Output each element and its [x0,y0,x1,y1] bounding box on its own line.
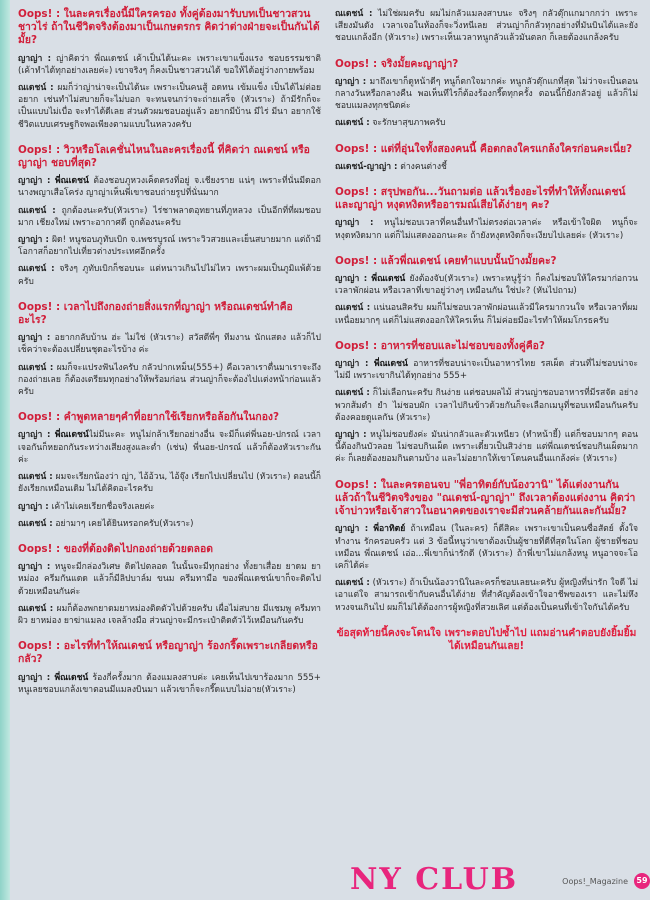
answer-text: อาหารที่ชอบน่าจะเป็นอาหารไทย รสเผ็ด ส่วนที่ไม่ชอบน่าจะไม่มี เพราะเขากินได้ทุกอย่าง 555+ [335,359,638,382]
interview-answer [18,501,321,513]
highlighted-name: พี่ณเดชน์ [54,430,89,441]
brand-logo: NY CLUB [350,862,519,897]
interview-question: Oops! : คำพูดหลายๆคำที่อยากใช้เรียกหรือล้อกันในกอง? [18,411,280,424]
answer-text: มาถึงเขาก็ดูหน้าดีๆ หนูก็ตกใจมากค่ะ หนูกลัวตุ๊กแกที่สุด ไม่ว่าจะเป็นตอนกลางวันหรือกลางคืน พอเห็นทีไรก็ต้องร้องกรี๊ดทุกครั้ง ตอนนี้ก็ยังกลัวอยู่ แล้วก็ไม่ชอบแมลงทุกชนิดค่ะ [335,76,638,112]
closing-note: ข้อสุดท้ายนี้คงจะโดนใจ เพราะตอบไปซ้ำไป แถมอ่านคำตอบยังยิ้มยิ้มได้เหมือนกันเลย! [336,627,637,652]
speaker-name: ญาญ่า : [18,176,51,187]
interview-answer [335,117,638,129]
interview-answer [335,577,638,614]
interview-answer [335,387,638,424]
interview-question: Oops! : สรุปพอกัน...วันถามต่อ แล้วเรื่องอะไรที่ทำให้ทั้งณเดชน์และญาญ่า หงุดหงิดหรืออารมณ์เสียได้ง่ายๆ คะ? [335,186,626,212]
interview-answer [335,273,638,297]
answer-text: ต่างคนต่างชี้ [397,161,447,172]
answer-text: ร้องกี่ครั้งมาก ต้องแมลงสาบค่ะ เคยเห็นไปเขาร้องมาก 555+ หนูเลยชอบแกล้งเขาตอนมีแมลงบินมา แล้วเขาก็จะกรี๊ดแบบไม่อาย(หัวเราะ) [18,672,321,695]
interview-answer [18,672,321,696]
interview-question: Oops! : อาหารที่ชอบและไม่ชอบของทั้งคู่คือ? [335,339,545,352]
left-column [18,8,321,696]
interview-answer [335,76,638,113]
speaker-name: ญาญ่า : [18,333,51,344]
speaker-name: ญาญ่า : [335,274,368,285]
speaker-name: ณเดชน์ : [335,388,370,399]
interview-answer [18,332,321,356]
interview-answer [18,234,321,258]
answer-text: หนูจะมีกล่องวิเศษ ติดไปตลอด ในนั้นจะมีทุกอย่าง ทั้งยาเสื่อย ยาดม ยาหม่อง ครีมกันแดด แล้วก็มีลิปบาล์ม ขนม ครีมทามือ ของพี่ณเดชน์เขาก็จะติดไปด้วยเหมือนกันค่ะ [18,562,321,597]
interview-answer [335,217,638,241]
answer-text: ต้องชอบภูหวงเค็ดตรงที่อยู่ จ.เชียงราย แน่ๆ เพราะที่นั่นมีดอกนางพญาเสือโคร่ง ญาญ่าเห็นพี่เขาชอบถ่ายรูปที่นั่นมาก [18,176,321,199]
interview-question: Oops! : จริงมั้ยคะญาญ่า? [335,57,459,70]
speaker-name: ณเดชน์ : [335,578,370,589]
interview-question: Oops! : ของที่ต้องติดไปกองถ่ายด้วยตลอด [18,542,213,555]
interview-answer [335,302,638,326]
answer-text: ผมจะเรียกน้องว่า ญ่า, ไอ้อ้วน, ไอ้จุ๊ง เรียกไปเปลี่ยนไป (หัวเราะ) ตอนนี้ก็ยังเรียกเหมือนเดิม ไม่ได้คิดอะไรครับ [18,472,321,495]
answer-text: แน่นอนสิครับ ผมก็ไม่ชอบเวลาพักผ่อนแล้วมีใครมากวนใจ หรือเวลาที่ผมเหนื่อยมากๆ แต่ก็ไม่แสดงออกให้ใครเห็น ก็ไม่ค่อยมีอะไรทำให้ผมโกรธครับ [335,303,638,326]
answer-text: หนูไม่ชอบเวลาที่คนอื่นทำไม่ตรงต่อเวลาค่ะ หรือเข้าใจผิด หนูก็จะหงุดหงิดมาก แต่ก็ไม่แสดงออกนะคะ ถ้ายังหงุดหงิดก็จะเงียบไปเลยค่ะ (หัวเราะ) [335,218,638,241]
interview-question: Oops! : เวลาไปถึงกองถ่ายสิ่งแรกที่ญาญ่า หรือณเดชน์ทำคืออะไร? [18,300,293,327]
answer-text: ไม่ใช่ผมครับ ผมไม่กลัวแมลงสาบนะ จริงๆ กลัวตุ๊กแกมากกว่า เพราะเสียงมันดัง เวลาเจอในห้องก็จะวิ่งหนีเลย ส่วนญ่าก็กลัวทุกอย่างที่มันบินได้และยังชอบแกล้งอีก (หัวเราะ) เพราะเห็นเวลาหนูกลัวแล้วมันตลก ก็เลยต้องแกล้งครับ [335,9,638,44]
interview-answer [335,523,638,572]
speaker-name: ญาญ่า : [18,672,51,683]
answer-text: ไม่มีนะคะ หนูไม่กล้าเรียกอย่างอื่น จะมีก็แต่พี่นอย-ปกรณ์ เวลาเจอกันก็หยอกกันระหว่างเสียงสูงและต่ำ (เช่น) พี่นอย-ปกรณ์ แล้วก็ต้องหัวเราะกันค่ะ [18,430,321,465]
interview-question: Oops! : ในละครตอนจบ "พี่อาทิตย์กับน้องวานิ" ได้แต่งงานกัน แล้วถ้าในชีวิตจริงของ "ณเดชน์-ญาญ่า" ถึงเวลาต้องแต่งงาน คิดว่าเจ้าบ่าวหรือเจ้าสาวในอนาคตของเราจะมีส่วนคล้ายกันและกันมั้ย? [335,478,636,518]
highlighted-name: พี่ณเดชน์ [54,672,89,683]
interview-answer [18,82,321,131]
interview-answer [335,358,638,382]
interview-answer [18,561,321,598]
interview-question: Oops! : แต่ที่อุ่นใจทั้งสองคนนี้ คือตกลงใครแกล้งใครก่อนคะเนี่ย? [335,142,633,155]
speaker-name: ณเดชน์ : [335,118,370,129]
speaker-name: ญาญ่า : [18,501,49,512]
speaker-name: ณเดชน์ : [18,518,53,529]
speaker-name: ณเดชน์ : [18,264,55,275]
speaker-name: ญาญ่า : [18,562,51,573]
interview-answer [335,161,638,173]
interview-answer [335,429,638,466]
speaker-name: ณเดชน์ : [18,603,54,614]
answer-text: จริงๆ ภูทับเบิกก็ชอบนะ แต่หนาวเกินไปไม่ไหว เพราะผมเป็นภูมิแพ้ด้วยครับ [18,264,321,287]
interview-answer [18,175,321,199]
speaker-name: ณเดชน์ : [18,83,54,94]
interview-answer [18,53,321,77]
answer-text: ยังต้องจับ(หัวเราะ) เพราะหนูรู้ว่า ก็คงไม่ชอบให้ใครมาก่อกวนเวลาพักผ่อน หรือเวลาที่เขาอยู่ว่างๆ เหมือนกัน ใช่ปะ? (หันไปถาม) [335,274,638,297]
speaker-name: ณเดชน์ : [335,303,371,314]
speaker-name: ญาญ่า : [335,430,367,441]
interview-answer [18,518,321,530]
highlighted-name: พี่ณเดชน์ [371,274,406,285]
answer-text: ญ่าคิดว่า พี่ณเดชน์ เค้าเป็นได้นะคะ เพราะเขาแข็งแรง ชอบธรรมชาติ (เค้าทำได้ทุกอย่างเลยค่ะ) เขาจริงๆ ก็คงเป็นชาวสวนได้ ขอให้ได้อยู่ว่างกายพร้อม [18,53,321,76]
answer-text: (หัวเราะ) ถ้าเป็นน้องวานิในละครก็ชอบเลยนะครับ ผู้หญิงที่น่ารัก ใจดี ไม่เอาแต่ใจ สามารถเข้ากับคนอื่นได้ง่าย ที่สำคัญต้องเข้าใจอาชีพของเรา และไม่หึงหวงจนเกินไป ผมก็ไม่ได้ต้องการผู้หญิงที่สวยเลิศ แต่ต้องเป็นคนที่เข้าใจกันได้ครับ [335,578,638,613]
interview-answer [18,471,321,495]
interview-question: Oops! : อะไรที่ทำให้ณเดชน์ หรือญาญ่า ร้องกรี๊ดเพราะเกลียดหรือกลัว? [18,640,318,666]
speaker-name: ณเดชน์ : [18,472,53,483]
interview-question: Oops! : แล้วพี่ณเดชน์ เคยทำแบบนั้นบ้างมั้ยคะ? [335,254,557,267]
interview-answer [18,263,321,287]
speaker-name: ญาญ่า : [335,359,369,370]
answer-text: ผมก็จะแปรงฟันไงครับ กลัวปากเหม็น(555+) คือเวลาเราตื่นมาเราจะถึงกองถ่ายเลย ก็ต้องเตรียมทุกอย่างให้พร้อมก่อน ส่วนญ่าก็จะต้องไปแต่งหน้าก่อนแล้วครับ [18,362,321,398]
magazine-name: Oops!_Magazine [562,877,628,886]
answer-text: ผิด! หนูชอบภูทับเบิก จ.เพชรบูรณ์ เพราะวิวสวยและเย็นสบายมาก แต่ถ้ามีโอกาสก็อยากไปเที่ยวต่างประเทศอีกครั้ง [18,235,322,258]
interview-answer [18,362,321,399]
highlighted-name: พี่อาทิตย์ [373,524,406,535]
interview-question: Oops! : ในละครเรื่องนี้มีใครครอง ทั้งคู่ต้องมารับบทเป็นชาวสวนชาวไร่ ถ้าในชีวิตจริงต้องมาเป็นเกษตรกร คิดว่าต่างฝ่ายจะเป็นกันได้มั้ย? [18,8,320,47]
answer-text: ก็ไม่เลือกนะครับ กินง่าย แต่ชอบผลไม้ ส่วนญ่าชอบอาหารที่มีรสจัด อย่างพวกส้มตำ ยำ ไม่ชอบผัก เวลาไปกินข้าวด้วยกันก็จะเลือกเมนูที่ชอบเหมือนกันครับ ต้องคอยดูแลกัน (หัวเราะ) [335,388,638,423]
right-column [335,8,638,653]
speaker-name: ณเดชน์ : [18,205,56,216]
highlighted-name: พี่ณเดชน์ [373,359,408,370]
speaker-name: ณเดชน์ : [18,362,54,373]
answer-text: อยากกลับบ้าน ฮ่ะ ไม่ใช่ (หัวเราะ) สวัสดีพี่ๆ ทีมงาน นักแสดง แล้วก็ไปเช็คว่าจะต้องเปลี่ยนชุดอะไรบ้าง ค่ะ [18,333,321,356]
page-number: 59 [634,873,650,889]
page-footer [350,862,650,897]
answer-text: ถ้าเหมือน (ในละคร) ก็ดีสิคะ เพราะเขาเป็นคนซื่อสัตย์ ตั้งใจทำงาน รักครอบครัว แต่ 3 ข้อนี้หนูว่าเขาต้องเป็นผู้ชายที่ดีที่สุดในโลก ผู้ชายที่ชอบเหมือน พี่ณเดชน์ เอ่อ...พี่เขาก็น่ารักดี (หัวเราะ) ถ้าพี่เขาไม่แกล้งหนู หนูอาจจะโอเคก็ได้ค่ะ [335,524,638,571]
magazine-page [10,0,650,900]
answer-text: หนูไม่ชอบยังค่ะ มันน่ากลัวและตัวเหนียว (ทำหน้ายี้) แต่ก็ชอบมากๆ ตอนนี้ต้องกินบัวลอย ไม่ชอบกินเผ็ด เพราะเดี๋ยวเป็นสิวง่าย แต่พี่ณเดชน์ชอบกินเผ็ดมากค่ะ ก็เลยต้องยอมกินตามบ้าง และไม่อยากให้เขาโดนคนอื่นแกล้งค่ะ (หัวเราะ) [335,430,638,465]
answer-text: เค้าไม่เคยเรียกชื่อจริงเลยค่ะ [48,501,155,512]
speaker-name: ญาญ่า : [18,235,49,246]
answer-text: จะรักษาสุขภาพครับ [369,118,446,129]
speaker-name: ณเดชน์-ญาญ่า : [335,161,398,172]
answer-text: ผมก็ต้องพกยาดมยาหม่องติดตัวไปด้วยครับ เผื่อไม่สบาย มีแชมพู ครีมทาผิว ยาหม่อง ยาฆ่าแมลง เจลล้างมือ ส่วนญ่าจะมีกระเป๋าติดตัวไว้เหมือนกันครับ [18,603,321,626]
speaker-name: ญาญ่า : [335,76,367,87]
answer-text: ถูกต้องนะครับ(หัวเราะ) ไร่ชาพลาดอุทยานที่ภูหลวง เป็นอีกที่ที่ผมชอบมาก เชียงใหม่ เพราะอากาศดี ถูกต้องนะครับ [18,205,321,228]
interview-question: Oops! : วิวหรือโลเคชั่นไหนในละครเรื่องนี้ ที่คิดว่า ณเดชน์ หรือ ญาญ่า ชอบที่สุด? [18,143,310,170]
speaker-name: ญาญ่า : [335,524,369,535]
speaker-name: ญาญ่า : [335,218,374,229]
highlighted-name: พี่ณเดชน์ [54,176,89,187]
interview-answer [18,205,321,229]
answer-text: อย่ามาๆ เคยได้ยินหรอกครับ(หัวเราะ) [52,518,194,529]
speaker-name: ญาญ่า : [18,53,52,64]
interview-answer [335,8,638,45]
interview-answer [18,603,321,627]
answer-text: ผมก็ว่าญ่าน่าจะเป็นได้นะ เพราะเป็นคนสู้ อดทน เข้มแข็ง เป็นได้ไม่ต่อยอยาก เช่นทำไม่สบายก็จะไม่บอก จะทนจนกว่าจะถ่ายเสร็จ (หัวเราะ) ถ้ามีรักก็จะเป็นแบบไม่เบื่อ จะทำได้ดีเลย ส่วนตัวผมชอบอยู่แล้ว อยากมีบ้าน มีไร่ มีนา อยากใช้ชีวิตแบบเศรษฐกิจพอเพียงตามแบบในหลวงครับ [18,83,321,130]
speaker-name: ญาญ่า : [18,430,51,441]
speaker-name: ณเดชน์ : [335,9,373,19]
interview-answer [18,429,321,466]
